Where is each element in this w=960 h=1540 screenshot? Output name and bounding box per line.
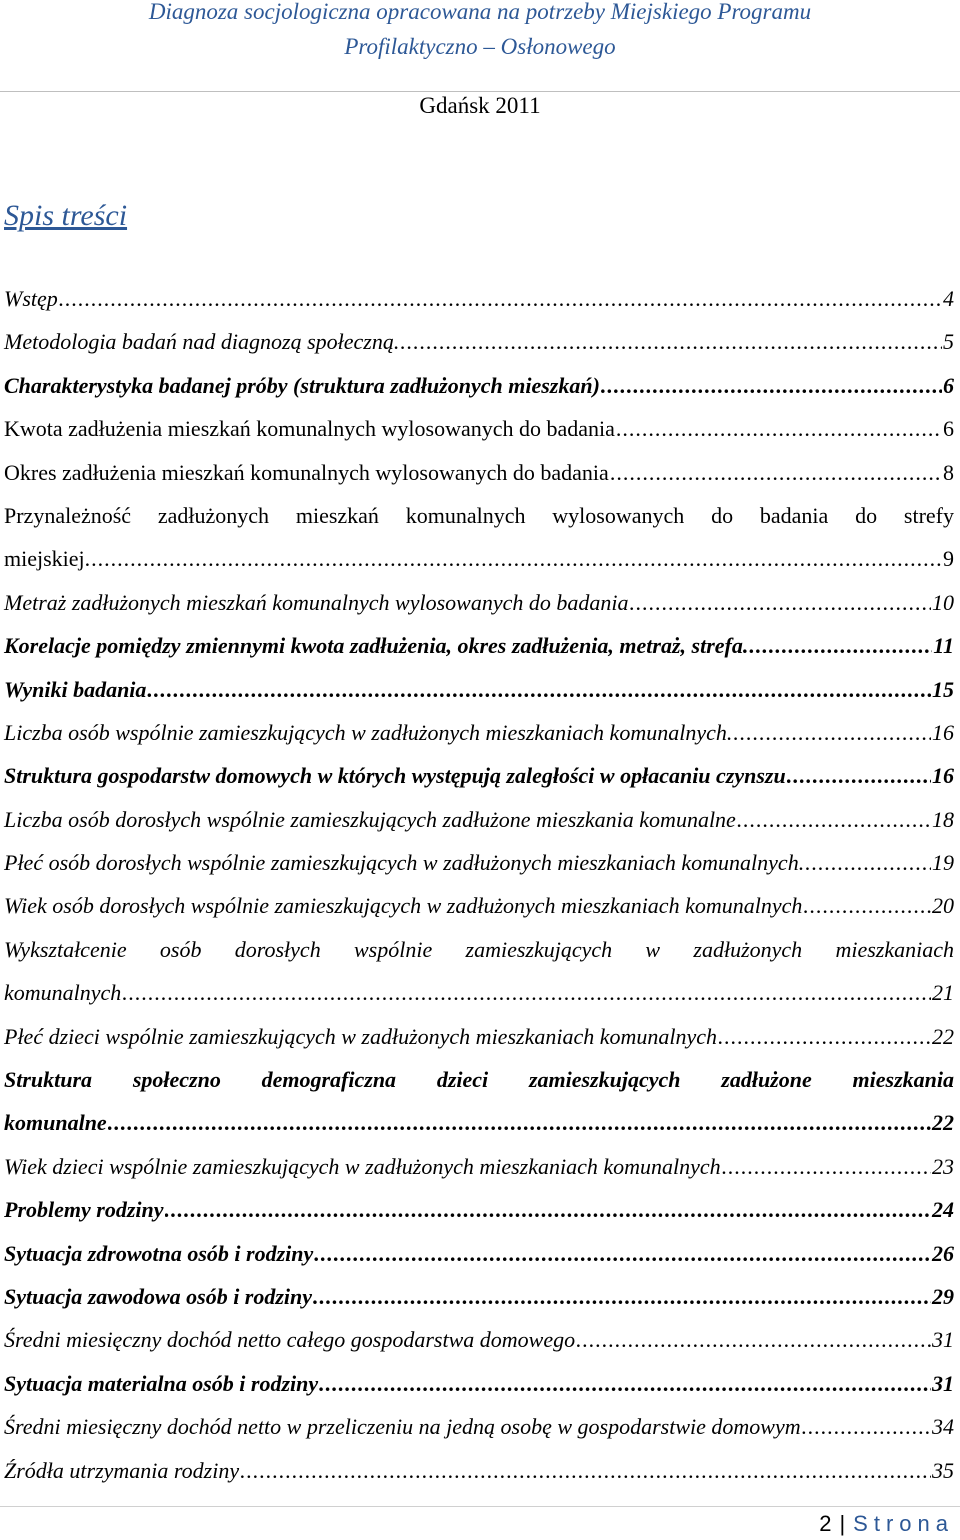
toc-entry-problemy[interactable] <box>4 1188 954 1231</box>
toc-leader-dots <box>803 884 931 927</box>
toc-entry-text: Korelacje pomiędzy zmiennymi kwota zadłużenia, okres zadłużenia, metraż, strefa. <box>4 633 749 659</box>
toc-entry-page: 20 <box>932 893 954 919</box>
toc-entry-text: Liczba osób wspólnie zamieszkujących w zadłużonych mieszkaniach komunalnych. <box>4 719 733 745</box>
toc-leader-dots <box>749 624 932 667</box>
toc-entry-text: Sytuacja materialna osób i rodziny <box>4 1370 319 1396</box>
toc-entry-page: 4 <box>943 286 954 311</box>
toc-entry-page: 22 <box>932 1110 954 1136</box>
toc-entry-text-line1: Wykształcenie osób dorosłych wspólnie zamieszkujących w zadłużonych mieszkaniach <box>4 936 954 962</box>
toc-entry-text: Średni miesięczny dochód netto całego gospodarstwa domowego <box>4 1327 576 1353</box>
toc-entry-text: komunalne <box>4 1110 107 1136</box>
toc-entry-page: 23 <box>932 1153 954 1179</box>
toc-leader-dots <box>319 1362 931 1405</box>
toc-entry-page: 19 <box>932 850 954 876</box>
toc-entry-text: Okres zadłużenia mieszkań komunalnych wylosowanych do badania <box>4 459 609 485</box>
toc-entry-okres[interactable] <box>4 451 954 494</box>
toc-entry-struktura-dzieci[interactable] <box>4 1058 954 1145</box>
toc-entry-text: Źródła utrzymania rodziny <box>4 1457 240 1483</box>
toc-entry-struktura-gospodarstw[interactable] <box>4 754 954 797</box>
toc-entry-page: 8 <box>943 459 954 485</box>
toc-entry-liczba-osob[interactable] <box>4 711 954 754</box>
toc-entry-page: 21 <box>932 980 954 1006</box>
toc-title: Spis treści <box>4 199 128 232</box>
toc-leader-dots <box>400 320 942 363</box>
toc-entry-text: Metodologia badań nad diagnozą społeczną. <box>4 329 400 355</box>
toc-entry-page: 18 <box>932 806 954 832</box>
toc-leader-dots <box>733 711 931 754</box>
document-date: Gdańsk 2011 <box>419 93 541 118</box>
toc-entry-text: Charakterystyka badanej próby (struktura zadłużonych mieszkań) <box>4 372 600 398</box>
toc-entry-materialna[interactable] <box>4 1362 954 1405</box>
toc-entry-page: 6 <box>943 372 954 398</box>
toc-entry-wyniki[interactable] <box>4 668 954 711</box>
toc-entry-wyksztalcenie[interactable] <box>4 928 954 1015</box>
toc-entry-page: 29 <box>932 1284 954 1310</box>
toc-entry-text: Sytuacja zawodowa osób i rodziny <box>4 1284 313 1310</box>
toc-entry-text-line1: Przynależność zadłużonych mieszkań komunalnych wylosowanych do badania do strefy <box>4 502 954 528</box>
toc-leader-dots <box>59 277 942 320</box>
toc-entry-page: 5 <box>943 329 954 355</box>
toc-leader-dots <box>722 1145 931 1188</box>
toc-entry-text: Wiek dzieci wspólnie zamieszkujących w zadłużonych mieszkaniach komunalnych <box>4 1153 721 1179</box>
toc-leader-dots <box>576 1318 931 1361</box>
toc-entry-text: Płeć dzieci wspólnie zamieszkujących w zadłużonych mieszkaniach komunalnych <box>4 1023 718 1049</box>
toc-leader-dots <box>165 1188 932 1231</box>
toc-leader-dots <box>629 581 931 624</box>
toc-entry-text: Liczba osób dorosłych wspólnie zamieszkujących zadłużone mieszkania komunalne <box>4 806 736 832</box>
toc-entry-metodologia[interactable] <box>4 320 954 363</box>
toc-entry-text: Wyniki badania <box>4 676 147 702</box>
toc-leader-dots <box>616 407 942 450</box>
toc-entry-text: Sytuacja zdrowotna osób i rodziny <box>4 1240 314 1266</box>
toc-entry-text: Kwota zadłużenia mieszkań komunalnych wylosowanych do badania <box>4 416 615 442</box>
toc-leader-dots <box>601 364 942 407</box>
toc-entry-page: 15 <box>932 676 954 702</box>
toc-entry-wiek-doroslych[interactable] <box>4 884 954 927</box>
toc-entry-page: 34 <box>932 1414 954 1440</box>
toc-entry-charakterystyka[interactable] <box>4 364 954 407</box>
toc-entry-page: 31 <box>932 1327 954 1353</box>
toc-leader-dots <box>313 1275 931 1318</box>
toc-leader-dots <box>802 1405 931 1448</box>
toc-leader-dots <box>147 668 931 711</box>
footer-page-number: 2 <box>819 1511 832 1536</box>
header-title-line2: Profilaktyczno – Osłonowego <box>344 34 616 59</box>
toc-entry-korelacje[interactable] <box>4 624 954 667</box>
toc-leader-dots <box>314 1232 931 1275</box>
toc-leader-dots <box>787 754 931 797</box>
toc-leader-dots <box>108 1101 931 1144</box>
table-of-contents <box>4 277 954 1492</box>
toc-entry-page: 35 <box>932 1457 954 1483</box>
toc-leader-dots <box>718 1015 931 1058</box>
toc-entry-text: miejskiej. <box>4 546 91 572</box>
toc-entry-dochod-na-osobe[interactable] <box>4 1405 954 1448</box>
toc-entry-zawodowa[interactable] <box>4 1275 954 1318</box>
page-header <box>0 0 960 92</box>
footer-separator: | <box>839 1511 846 1536</box>
toc-entry-page: 6 <box>943 416 954 442</box>
toc-entry-przynaleznosc[interactable] <box>4 494 954 581</box>
toc-entry-text: Problemy rodziny <box>4 1197 164 1223</box>
toc-entry-kwota[interactable] <box>4 407 954 450</box>
toc-entry-text: Płeć osób dorosłych wspólnie zamieszkujących w zadłużonych mieszkaniach komunalnych. <box>4 850 805 876</box>
toc-leader-dots <box>805 841 931 884</box>
header-title-line1: Diagnoza socjologiczna opracowana na potrzeby Miejskiego Programu <box>148 0 812 24</box>
toc-entry-text-line1: Struktura społeczno demograficzna dzieci zamieszkujących zadłużone mieszkania <box>4 1067 954 1093</box>
toc-entry-page: 11 <box>933 633 954 659</box>
page-indicator <box>819 1509 954 1539</box>
toc-entry-page: 9 <box>943 546 954 572</box>
toc-entry-wstep[interactable] <box>4 277 954 320</box>
toc-entry-page: 26 <box>932 1240 954 1266</box>
toc-entry-metraz[interactable] <box>4 581 954 624</box>
toc-entry-page: 31 <box>932 1370 954 1396</box>
toc-leader-dots <box>240 1449 931 1492</box>
toc-leader-dots <box>610 451 942 494</box>
toc-leader-dots <box>122 971 931 1014</box>
toc-leader-dots <box>91 537 942 580</box>
toc-entry-plec-doroslych[interactable] <box>4 841 954 884</box>
toc-entry-text: Struktura gospodarstw domowych w których występują zaległości w opłacaniu czynszu <box>4 763 786 789</box>
toc-entry-text: Metraż zadłużonych mieszkań komunalnych wylosowanych do badania <box>4 589 629 615</box>
toc-leader-dots <box>737 798 931 841</box>
toc-entry-zdrowotna[interactable] <box>4 1232 954 1275</box>
toc-entry-text: Wstęp <box>4 286 58 311</box>
toc-entry-plec-dzieci[interactable] <box>4 1015 954 1058</box>
toc-entry-dochod-gospodarstwa[interactable] <box>4 1318 954 1361</box>
page-footer <box>0 1506 960 1540</box>
toc-entry-text: Średni miesięczny dochód netto w przeliczeniu na jedną osobę w gospodarstwie domowym <box>4 1414 801 1440</box>
footer-page-label: Strona <box>853 1511 954 1536</box>
toc-entry-text: komunalnych <box>4 980 122 1006</box>
toc-entry-page: 16 <box>932 763 954 789</box>
toc-entry-zrodla[interactable] <box>4 1449 954 1492</box>
toc-entry-page: 22 <box>932 1023 954 1049</box>
toc-entry-text: Wiek osób dorosłych wspólnie zamieszkujących w zadłużonych mieszkaniach komunalnych <box>4 893 803 919</box>
toc-entry-wiek-dzieci[interactable] <box>4 1145 954 1188</box>
toc-entry-page: 10 <box>932 589 954 615</box>
toc-entry-page: 16 <box>932 719 954 745</box>
toc-entry-page: 24 <box>932 1197 954 1223</box>
toc-entry-liczba-doroslych[interactable] <box>4 798 954 841</box>
